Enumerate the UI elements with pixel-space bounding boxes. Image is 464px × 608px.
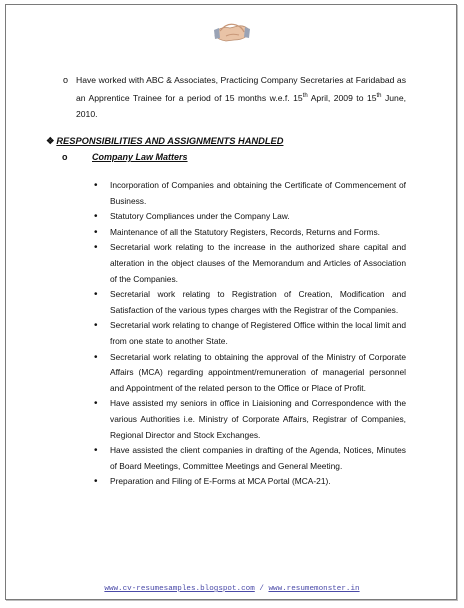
diamond-bullet-icon: ❖ — [46, 136, 55, 146]
subheading-bullet: o — [62, 152, 68, 162]
section-heading-text: RESPONSIBILITIES AND ASSIGNMENTS HANDLED — [56, 136, 284, 146]
list-item: • Incorporation of Companies and obtaining the Certificate of Commencement of Business. — [110, 178, 406, 209]
handshake-icon — [212, 12, 252, 46]
subheading — [62, 152, 188, 162]
intro-text: Have worked with ABC & Associates, Practicing Company Secretaries at Faridabad as an Apprentice Trainee for a period of 15 months w.e.f. 15th April, 2009 to 15th June, 2010. — [76, 75, 407, 119]
list-item: • Secretarial work relating to obtaining the approval of the Ministry of Corporate Affairs (MCA) regarding appointment/remuneration of managerial personnel and Appointment of the related person to the Office or Place of Profit. — [110, 350, 406, 397]
footer-link-resumemonster[interactable]: www.resumemonster.in — [268, 585, 360, 593]
list-item: • Secretarial work relating to Registration of Creation, Modification and Satisfaction of the various types charges with the Registrar of the Companies. — [110, 287, 406, 318]
list-item: • Statutory Compliances under the Company Law. — [110, 209, 406, 225]
footer — [0, 585, 464, 593]
responsibilities-list — [110, 178, 406, 490]
list-item: • Preparation and Filing of E-Forms at MCA Portal (MCA-21). — [110, 474, 406, 490]
list-item: • Secretarial work relating to change of Registered Office within the local limit and from one state to another State. — [110, 318, 406, 349]
footer-separator: / — [254, 585, 269, 593]
list-item: • Have assisted the client companies in drafting of the Agenda, Notices, Minutes of Board Meetings, Committee Meetings and General Meeting. — [110, 443, 406, 474]
list-item: • Maintenance of all the Statutory Registers, Records, Returns and Forms. — [110, 225, 406, 241]
list-item: • Secretarial work relating to the increase in the authorized share capital and alteration in the object clauses of the Memorandum and Articles of Association of the Companies. — [110, 240, 406, 287]
intro-bullet: o — [63, 75, 69, 85]
intro-paragraph — [63, 72, 407, 122]
subheading-text: Company Law Matters — [92, 152, 188, 162]
footer-link-blogspot[interactable]: www.cv-resumesamples.blogspot.com — [104, 585, 255, 593]
section-heading — [46, 136, 283, 147]
list-item: • Have assisted my seniors in office in Liaisioning and Correspondence with the various Authorities i.e. Ministry of Corporate Affairs, Registrar of Companies, Regional Director and Stock Exchanges. — [110, 396, 406, 443]
